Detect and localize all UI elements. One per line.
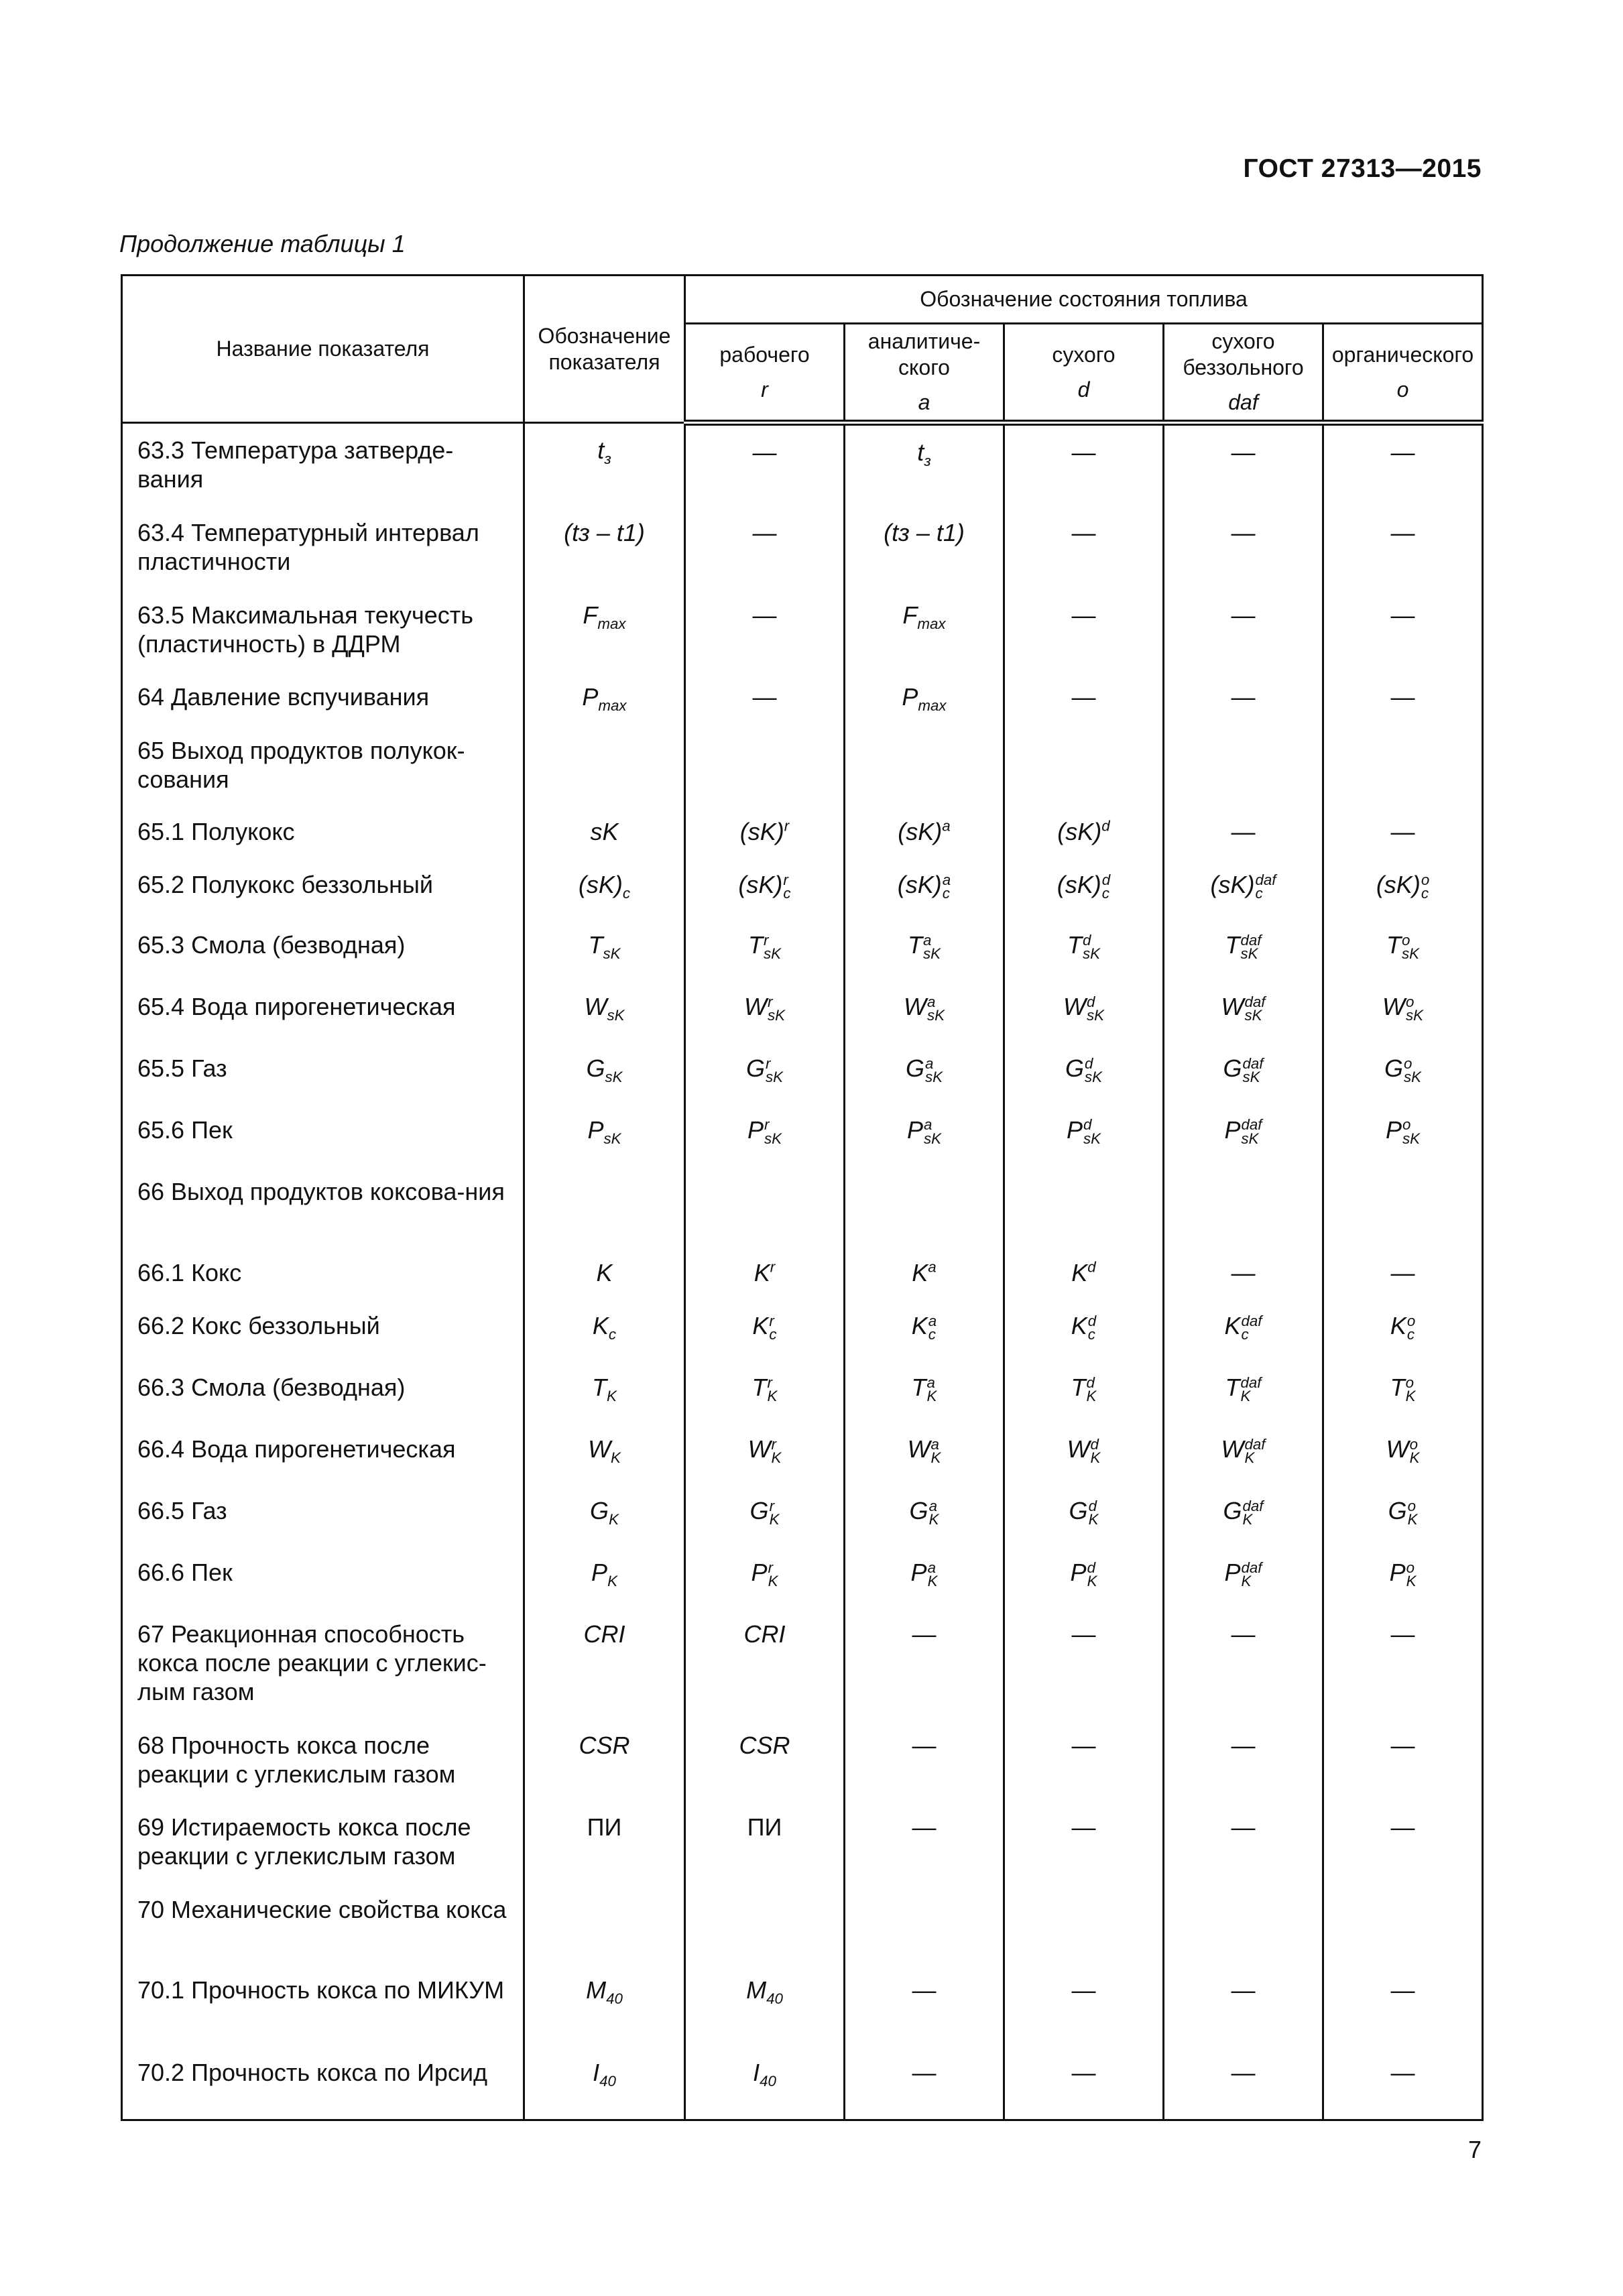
state-value-o: T o K [1323,1361,1483,1423]
state-value-o: — [1323,1719,1483,1801]
state-value-a: W a sK [845,980,1004,1042]
indicator-symbol [524,724,685,805]
table-row [122,1963,1483,2046]
header-fuel-state-group: Обозначение состояния топлива [685,276,1483,324]
state-value-daf: — [1164,1719,1323,1801]
state-value-a: $K^a$ [845,1246,1004,1300]
state-value-o: — [1323,670,1483,724]
table-row [122,1883,1483,1964]
state-value-a: — [845,1719,1004,1801]
indicator-symbol: $t_з$ [524,423,685,507]
indicator-symbol: $G_{sK}$ [524,1042,685,1103]
state-value-o: G o K [1323,1484,1483,1546]
indicator-name: 65.1 Полукокс [122,805,524,859]
state-value-d: K d c [1004,1299,1164,1361]
state-value-r: P r K [685,1546,845,1608]
indicator-name: 65.6 Пек [122,1103,524,1165]
indicator-name: 64 Давление вспучивания [122,670,524,724]
indicator-symbol: $(sK)_c$ [524,858,685,918]
header-state: рабочего r [685,324,845,423]
indicators-table [121,274,1484,2121]
indicator-symbol: $G_K$ [524,1484,685,1546]
state-value-daf: T daf sK [1164,918,1323,980]
state-value-o [1323,1883,1483,1964]
state-value-r: — [685,423,845,507]
state-value-r: G r sK [685,1042,845,1103]
state-value-r: T r sK [685,918,845,980]
state-value-a: G a sK [845,1042,1004,1103]
state-value-daf: — [1164,670,1323,724]
state-value-r: T r K [685,1361,845,1423]
state-value-d: T d sK [1004,918,1164,980]
table-row [122,589,1483,671]
state-value-daf: — [1164,805,1323,859]
table-row [122,1103,1483,1165]
indicator-name: 65.4 Вода пирогенетическая [122,980,524,1042]
state-value-daf [1164,1165,1323,1246]
table-row [122,670,1483,724]
state-value-r [685,1165,845,1246]
state-value-o [1323,724,1483,805]
table-row [122,980,1483,1042]
state-value-o [1323,1165,1483,1246]
header-indicator-symbol: Обозначение показателя [524,276,685,423]
indicator-symbol: ПИ [524,1801,685,1883]
table-row [122,2046,1483,2120]
indicator-name: 65.3 Смола (безводная) [122,918,524,980]
state-value-d: T d K [1004,1361,1164,1423]
table-row [122,858,1483,918]
indicator-name: 66.3 Смола (безводная) [122,1361,524,1423]
state-value-a: (tз – t1) [845,506,1004,589]
state-value-r: — [685,670,845,724]
state-value-o: T o sK [1323,918,1483,980]
state-value-a: — [845,1801,1004,1883]
state-value-d: W d K [1004,1423,1164,1484]
state-value-daf: — [1164,1963,1323,2046]
table-row [122,805,1483,859]
indicator-name: 65.2 Полукокс беззольный [122,858,524,918]
state-value-r: CRI [685,1608,845,1719]
state-value-r: (sK) r c [685,858,845,918]
indicator-name: 67 Реакционная способность кокса после реакции с углекис-лым газом [122,1608,524,1719]
state-value-daf: G daf K [1164,1484,1323,1546]
state-value-d: (sK)$^d$ [1004,805,1164,859]
indicator-symbol: $P_K$ [524,1546,685,1608]
state-value-o: — [1323,1246,1483,1300]
state-value-daf: — [1164,589,1323,671]
state-value-r: ПИ [685,1801,845,1883]
indicator-symbol: $F_{max}$ [524,589,685,671]
state-value-r [685,1883,845,1964]
state-value-a: W a K [845,1423,1004,1484]
state-value-d: — [1004,2046,1164,2120]
state-value-a: T a sK [845,918,1004,980]
state-value-o: W o K [1323,1423,1483,1484]
state-value-a: — [845,1608,1004,1719]
indicator-name: 63.5 Максимальная текучесть (пластичность) в ДДРМ [122,589,524,671]
indicator-symbol: $W_K$ [524,1423,685,1484]
state-value-o: — [1323,506,1483,589]
state-value-a: K a c [845,1299,1004,1361]
state-value-r: $M_{40}$ [685,1963,845,2046]
state-value-d: — [1004,1801,1164,1883]
state-value-a: $F_{max}$ [845,589,1004,671]
indicator-symbol: $W_{sK}$ [524,980,685,1042]
indicator-name: 70.2 Прочность кокса по Ирсид [122,2046,524,2120]
state-value-d: G d sK [1004,1042,1164,1103]
state-value-daf: P daf K [1164,1546,1323,1608]
indicator-symbol [524,1165,685,1246]
table-row [122,1801,1483,1883]
state-value-r: W r sK [685,980,845,1042]
indicator-symbol [524,1883,685,1964]
state-value-o: — [1323,805,1483,859]
state-value-daf: W daf K [1164,1423,1323,1484]
state-value-d: W d sK [1004,980,1164,1042]
state-value-d: — [1004,506,1164,589]
state-value-o: — [1323,1608,1483,1719]
table-row [122,1546,1483,1608]
state-value-d: G d K [1004,1484,1164,1546]
state-value-d: — [1004,423,1164,507]
state-value-daf [1164,1883,1323,1964]
indicator-symbol: CRI [524,1608,685,1719]
table-continuation-caption: Продолжение таблицы 1 [119,230,406,257]
document-code: ГОСТ 27313—2015 [1243,154,1482,183]
table-row [122,423,1483,507]
state-value-d: — [1004,670,1164,724]
state-value-daf: — [1164,1246,1323,1300]
state-value-a: G a K [845,1484,1004,1546]
indicator-name: 68 Прочность кокса после реакции с углекислым газом [122,1719,524,1801]
state-value-o: K o c [1323,1299,1483,1361]
table-row [122,1246,1483,1300]
indicator-symbol: $I_{40}$ [524,2046,685,2120]
state-value-d: — [1004,1719,1164,1801]
indicator-symbol: $P_{max}$ [524,670,685,724]
state-value-o: P o sK [1323,1103,1483,1165]
state-value-d: (sK) d c [1004,858,1164,918]
state-value-r: G r K [685,1484,845,1546]
state-value-r: — [685,589,845,671]
indicator-name: 66.1 Кокс [122,1246,524,1300]
indicator-name: 66.4 Вода пирогенетическая [122,1423,524,1484]
state-value-r: $K^r$ [685,1246,845,1300]
indicator-symbol: $P_{sK}$ [524,1103,685,1165]
indicator-name: 65.5 Газ [122,1042,524,1103]
state-value-r: K r c [685,1299,845,1361]
state-value-a: — [845,2046,1004,2120]
state-value-a: (sK)$^a$ [845,805,1004,859]
state-value-daf: W daf sK [1164,980,1323,1042]
indicator-symbol: K [524,1246,685,1300]
header-state: аналитиче-ского a [845,324,1004,423]
state-value-r: (sK)$^r$ [685,805,845,859]
table-row [122,1042,1483,1103]
state-value-a [845,1883,1004,1964]
indicator-name: 66 Выход продуктов коксова-ния [122,1165,524,1246]
state-value-daf: (sK) daf c [1164,858,1323,918]
indicator-name: 63.4 Температурный интервал пластичности [122,506,524,589]
state-value-a: (sK) a c [845,858,1004,918]
state-value-o: — [1323,2046,1483,2120]
state-value-a: P a sK [845,1103,1004,1165]
indicator-symbol: (tз – t1) [524,506,685,589]
page-number: 7 [1467,2136,1482,2163]
header-state: органического o [1323,324,1483,423]
table-row [122,1423,1483,1484]
state-value-daf: — [1164,1608,1323,1719]
header-state: сухого d [1004,324,1164,423]
table-body [122,423,1483,2120]
indicator-symbol: $K_c$ [524,1299,685,1361]
table-row [122,1361,1483,1423]
state-value-a: $P_{max}$ [845,670,1004,724]
state-value-d: $K^d$ [1004,1246,1164,1300]
state-value-d [1004,1883,1164,1964]
state-value-o: — [1323,589,1483,671]
state-value-o: — [1323,1801,1483,1883]
state-value-o: G o sK [1323,1042,1483,1103]
state-value-daf [1164,724,1323,805]
state-value-daf: G daf sK [1164,1042,1323,1103]
indicator-symbol: $T_{sK}$ [524,918,685,980]
state-value-daf: P daf sK [1164,1103,1323,1165]
state-value-d: — [1004,1608,1164,1719]
state-value-r: CSR [685,1719,845,1801]
state-value-o: (sK) o c [1323,858,1483,918]
indicator-name: 70 Механические свойства кокса [122,1883,524,1964]
indicator-name: 63.3 Температура затверде-вания [122,423,524,507]
state-value-d [1004,1165,1164,1246]
state-value-daf: — [1164,1801,1323,1883]
table-row [122,506,1483,589]
table-row [122,918,1483,980]
indicator-symbol: $T_K$ [524,1361,685,1423]
state-value-r: P r sK [685,1103,845,1165]
indicator-symbol: CSR [524,1719,685,1801]
state-value-r [685,724,845,805]
indicator-symbol: $M_{40}$ [524,1963,685,2046]
indicator-name: 66.5 Газ [122,1484,524,1546]
indicator-name: 65 Выход продуктов полукок-сования [122,724,524,805]
table-row [122,724,1483,805]
header-state: сухого беззольного daf [1164,324,1323,423]
state-value-a [845,1165,1004,1246]
indicator-name: 66.6 Пек [122,1546,524,1608]
indicator-name: 70.1 Прочность кокса по МИКУМ [122,1963,524,2046]
indicator-symbol: sK [524,805,685,859]
state-value-d: P d K [1004,1546,1164,1608]
state-value-d [1004,724,1164,805]
state-value-r: — [685,506,845,589]
state-value-o: — [1323,1963,1483,2046]
indicator-name: 69 Истираемость кокса после реакции с углекислым газом [122,1801,524,1883]
state-value-o: — [1323,423,1483,507]
table-row [122,1719,1483,1801]
table-row [122,1299,1483,1361]
state-value-o: P o K [1323,1546,1483,1608]
table-row [122,1165,1483,1246]
state-value-a: $t_з$ [845,423,1004,507]
state-value-daf: K daf c [1164,1299,1323,1361]
table-row [122,1608,1483,1719]
state-value-a: — [845,1963,1004,2046]
state-value-daf: — [1164,423,1323,507]
state-value-r: W r K [685,1423,845,1484]
state-value-d: — [1004,589,1164,671]
state-value-daf: — [1164,2046,1323,2120]
indicator-name: 66.2 Кокс беззольный [122,1299,524,1361]
state-value-d: — [1004,1963,1164,2046]
state-value-daf: T daf K [1164,1361,1323,1423]
state-value-d: P d sK [1004,1103,1164,1165]
state-value-daf: — [1164,506,1323,589]
state-value-a: P a K [845,1546,1004,1608]
state-value-a: T a K [845,1361,1004,1423]
header-indicator-name: Название показателя [122,276,524,423]
table-row [122,1484,1483,1546]
state-value-r: $I_{40}$ [685,2046,845,2120]
state-value-o: W o sK [1323,980,1483,1042]
state-value-a [845,724,1004,805]
